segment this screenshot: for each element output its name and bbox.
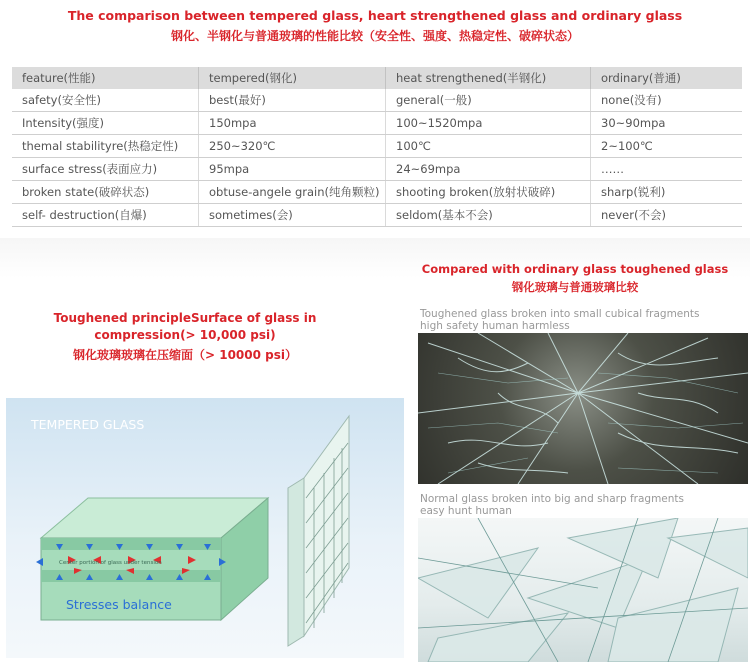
principle-heading-line3: 钢化玻璃玻璃在压缩面（> 10000 psi）: [72, 348, 297, 362]
compare-heading-en: Compared with ordinary glass toughened glass: [421, 262, 729, 276]
table-cell: ……: [591, 158, 743, 181]
column-header-tempered: tempered(钢化): [199, 67, 386, 89]
tempered-glass-label: TEMPERED GLASS: [31, 417, 145, 432]
table-cell: 100~1520mpa: [386, 112, 591, 135]
fragmented-pane-edge: [288, 478, 304, 646]
table-header-row: [12, 67, 742, 89]
compare-heading-cn: 钢化玻璃与普通玻璃比较: [511, 280, 639, 294]
principle-heading-line1: Toughened principleSurface of glass in: [53, 311, 317, 325]
table-cell: 100℃: [386, 135, 591, 158]
toughened-glass-broken-photo: [418, 333, 748, 484]
photo2-caption-line1: Normal glass broken into big and sharp fragments: [420, 493, 685, 505]
ordinary-shards-illustration: [418, 518, 748, 662]
principle-heading-line2: compression(> 10,000 psi): [94, 328, 276, 342]
page-subtitle: 钢化、半钢化与普通玻璃的性能比较（安全性、强度、热稳定性、破碎状态）: [170, 29, 579, 43]
table-row: [12, 89, 742, 112]
photo1-caption-line2: high safety human harmless: [420, 320, 570, 332]
table-row: [12, 135, 742, 158]
comparison-table: [12, 67, 742, 227]
ordinary-glass-broken-photo: [418, 518, 748, 662]
table-cell: sometimes(会): [199, 204, 386, 227]
table-cell: Intensity(强度): [12, 112, 199, 135]
column-header-feature: feature(性能): [12, 67, 199, 89]
photo1-caption-line1: Toughened glass broken into small cubical fragments: [420, 308, 700, 320]
table-row: [12, 112, 742, 135]
table-cell: obtuse-angele grain(纯角颗粒): [199, 181, 386, 204]
table-row: [12, 204, 742, 227]
center-tension-note: Center portion of glass under tension: [59, 560, 162, 566]
table-cell: 2~100℃: [591, 135, 743, 158]
table-cell: general(一般): [386, 89, 591, 112]
table-row: [12, 158, 742, 181]
table-cell: safety(安全性): [12, 89, 199, 112]
table-cell: surface stress(表面应力): [12, 158, 199, 181]
photo2-caption-line2: easy hunt human: [420, 505, 512, 517]
page-title: The comparison between tempered glass, heart strengthened glass and ordinary glass: [67, 8, 683, 23]
table-cell: 24~69mpa: [386, 158, 591, 181]
table-cell: 95mpa: [199, 158, 386, 181]
table-cell: seldom(基本不会): [386, 204, 591, 227]
table-cell: themal stabilityre(热稳定性): [12, 135, 199, 158]
table-cell: 30~90mpa: [591, 112, 743, 135]
tempered-glass-diagram: [6, 398, 404, 658]
table-cell: 250~320℃: [199, 135, 386, 158]
table-cell: shooting broken(放射状破碎): [386, 181, 591, 204]
column-header-heat-strengthened: heat strengthened(半钢化): [386, 67, 591, 89]
compression-zone-top: [41, 538, 221, 550]
table-cell: none(没有): [591, 89, 743, 112]
table-cell: never(不会): [591, 204, 743, 227]
table-cell: best(最好): [199, 89, 386, 112]
column-header-ordinary: ordinary(普通): [591, 67, 743, 89]
tempered-glass-illustration: [6, 398, 404, 658]
stresses-balance-label: Stresses balance: [66, 597, 172, 612]
table-row: [12, 181, 742, 204]
table-cell: sharp(锐利): [591, 181, 743, 204]
toughened-cracks-illustration: [418, 333, 748, 484]
table-cell: 150mpa: [199, 112, 386, 135]
table-cell: broken state(破碎状态): [12, 181, 199, 204]
table-cell: self- destruction(自爆): [12, 204, 199, 227]
